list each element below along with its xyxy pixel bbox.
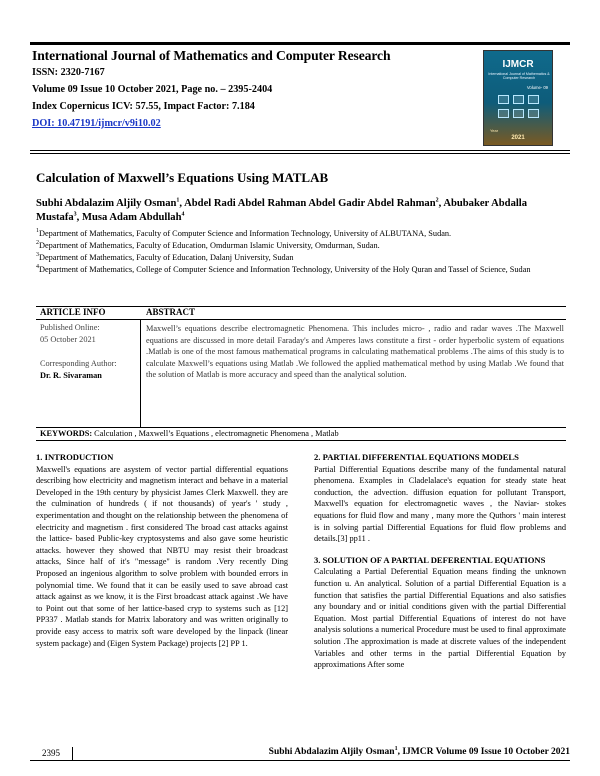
journal-header xyxy=(32,47,472,132)
pde-heading: 2. PARTIAL DIFFERENTIAL EQUATIONS MODELS xyxy=(314,452,519,462)
right-column xyxy=(314,452,566,671)
keywords: KEYWORDS: Calculation , Maxwell’s Equations , electromagnetic Phenomena , Matlab xyxy=(40,429,339,438)
doi-link[interactable]: DOI: 10.47191/ijmcr/v9i10.02 xyxy=(32,118,161,129)
header-bottom-rule-2 xyxy=(30,153,570,154)
footer-divider xyxy=(72,747,73,760)
cover-year: 2021 xyxy=(511,135,525,141)
header-top-rule xyxy=(30,42,570,45)
corresponding-name: Dr. R. Sivaraman xyxy=(40,371,102,380)
cover-subtitle: International Journal of Mathematics & Computer Research xyxy=(488,72,550,81)
article-info-heading: ARTICLE INFO xyxy=(40,307,106,317)
left-column xyxy=(36,452,288,649)
footer-rule xyxy=(30,760,570,761)
volume-line: Volume 09 Issue 10 October 2021, Page no. – 2395-2404 xyxy=(32,84,273,95)
cover-year-label: Year xyxy=(490,128,499,133)
intro-paragraph: Maxwell's equations are asystem of vector partial differential equations describing how electricity and magnetism interact and behave in a material Developed in the 19th century by physicist James Clerk Maxwell. they are the culmination of hundreds ( if not thousands) of year's ' study , experimentation and thought on the relationship between the phenomena of electricity and magnetism . first considered The broad cast attacks against the lattice- based Public-key cryptosystems and also gave some heuristic attacks. however they showed that NBTU may resist their broadcast attacks, Since half of it's "message" is random .Very recently Ding Proposed an ingenious algorithm to solve problem with bounded errors in polynomial time. We found that it can be easily used to save abroad cast attack against as we know, it is the First broadcast attack against .We have to Point out that some of her lattice-based cryp to systems such as [12] PP337 . Matlab stands for Matrix laboratory and was written originally to provide easy access to matrix soft ware developed by the linpack (linear system package) and (Eigen System Package) projects [2] PP 1. xyxy=(36,464,288,648)
footer-citation: Subhi Abdalazim Aljily Osman$^1$, IJMCR Volume 09 Issue 10 October 2021 xyxy=(268,745,570,757)
intro-heading: 1. INTRODUCTION xyxy=(36,452,114,462)
published-date: 05 October 2021 xyxy=(40,335,96,344)
abstract-text: Maxwell’s equations describe electromagnetic Phenomena. This includes micro- , radio and radar waves .The Maxwell equations are discussed in more detail Faraday's and Amperes laws constitute a first - order hyperbolic system of equations .Matlab is one of the most famous mathematical programs in calculating mathematical problems .The aims of this study is to calculate Maxwell’s equations using Matlab .We followed the applied mathematical method by using Matlab .We found that the solution of Matlab is more accuracy and speed than the analytical solution. xyxy=(146,324,564,380)
affiliation-3: $^3$Department of Mathematics, Faculty of Education, Dalanj University, Sudan xyxy=(36,252,294,262)
cover-title: IJMCR xyxy=(502,59,534,70)
page-number: 2395 xyxy=(42,748,60,758)
author-list: Subhi Abdalazim Aljily Osman$^1$, Abdel Radi Abdel Rahman Abdel Gadir Abdel Rahman$^2$, Abubaker Abdalla Mustafa$^3$, Musa Adam Abdullah$^4$ xyxy=(36,197,528,223)
pde-paragraph: Partial Differential Equations describe many of the fundamental natural phenomena. Examples in Cladelalace's equation for steady state heat conduction, the advection. diffusion equation for pollutant Transport, Maxwell's equation for electromagnetic waves , the Naviar- stokes equations for fluid flow and many , many more the Quthors ' main interest is in solving partial Differential Equations for fluid flow problems and details.[3] pp11 . xyxy=(314,464,566,544)
affiliation-2: $^2$Department of Mathematics, Faculty of Education, Omdurman Islamic University, Omdurman, Sudan. xyxy=(36,240,380,250)
cover-graphic-icon xyxy=(498,95,540,123)
header-bottom-rule xyxy=(30,150,570,151)
journal-title: International Journal of Mathematics and Computer Research xyxy=(32,48,391,63)
author-name: Abdel Radi Abdel Rahman Abdel Gadir Abdel Rahman xyxy=(184,198,436,209)
affiliation-1: $^1$Department of Mathematics, Faculty of Computer Science and Information Technology, University of ALBUTANA, Sudan. xyxy=(36,228,452,238)
published-label: Published Online: xyxy=(40,323,100,332)
author-name: Abubaker Abdalla Mustafa xyxy=(36,198,528,223)
author-name: Subhi Abdalazim Aljily Osman xyxy=(36,198,177,209)
author-name: Musa Adam Abdullah xyxy=(81,212,182,223)
affiliation-4: $^4$Department of Mathematics, College of Computer Science and Information Technology, University of the Holy Quran and Tassel of Science, Sudan xyxy=(36,264,531,274)
index-line: Index Copernicus ICV: 57.55, Impact Factor: 7.184 xyxy=(32,101,255,112)
abstract-heading: ABSTRACT xyxy=(146,307,196,317)
corresponding-label: Corresponding Author: xyxy=(40,359,117,368)
article-info-table xyxy=(36,306,566,440)
journal-cover-image xyxy=(483,50,553,146)
solution-heading: 3. SOLUTION OF A PARTIAL DEFERENTIAL EQUATIONS xyxy=(314,554,546,565)
solution-paragraph: Calculating a Partial Deferential Equation means finding the unknown function u. An analytical. Solution of a partial Differential Equation is a function that satisfies the partial Differential Equations and also satisfies any boundary and or initial conditions given with the partial Differential Equation. Most partial Differential Equations of interest do not have analysis solutions a numerical Procedure must be used to final approximate solution .The approximation is made at discrete values of the independent Variables and other terms in the partial Differential Equation by approximations After some xyxy=(314,567,566,670)
paper-title: Calculation of Maxwell’s Equations Using MATLAB xyxy=(36,170,329,185)
cover-volume: Volume- 09 xyxy=(526,85,548,90)
issn: ISSN: 2320-7167 xyxy=(32,67,105,78)
